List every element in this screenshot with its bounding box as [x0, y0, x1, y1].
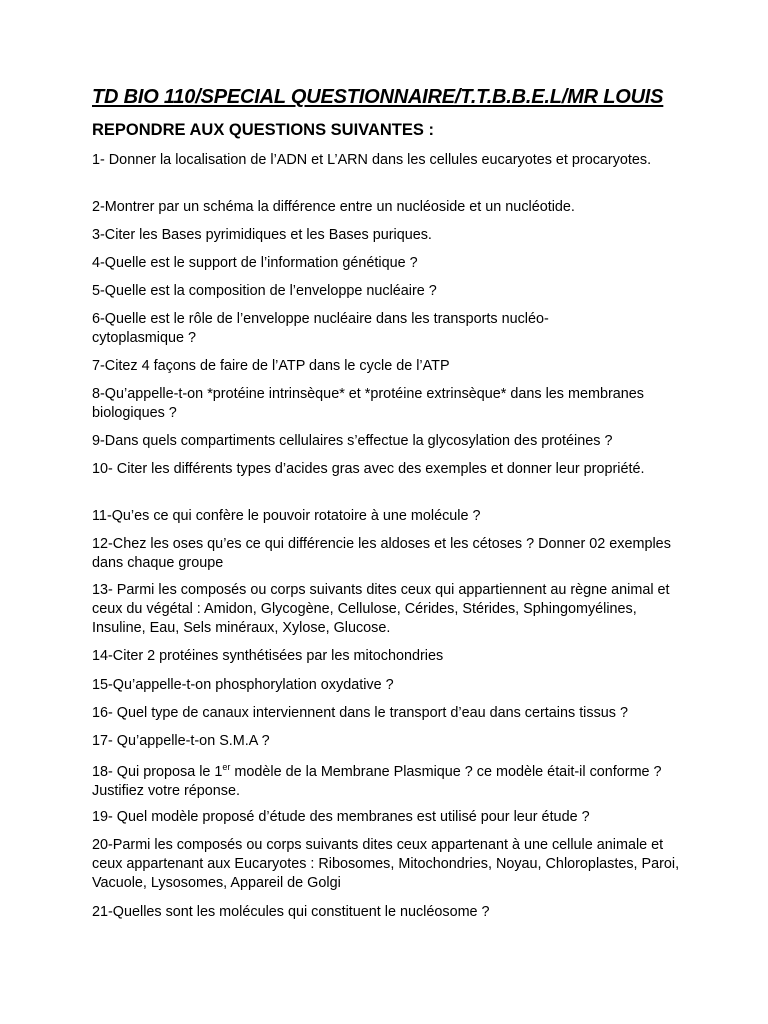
question-5: 5-Quelle est la composition de l’enveloppe nucléaire ? — [92, 283, 437, 299]
question-14: 14-Citer 2 protéines synthétisées par les mitochondries — [92, 648, 444, 664]
instructions-heading: REPONDRE AUX QUESTIONS SUIVANTES : — [92, 121, 434, 139]
question-1: 1- Donner la localisation de l’ADN et L’ARN dans les cellules eucaryotes et procaryotes. — [92, 152, 652, 168]
question-2: 2-Montrer par un schéma la différence entre un nucléoside et un nucléotide. — [92, 199, 575, 215]
document-title: TD BIO 110/SPECIAL QUESTIONNAIRE/T.T.B.B.E.L/MR LOUIS — [92, 86, 664, 108]
question-11: 11-Qu’es ce qui confère le pouvoir rotatoire à une molécule ? — [92, 508, 481, 524]
question-6 — [92, 310, 692, 348]
question-19: 19- Quel modèle proposé d’étude des membranes est utilisé pour leur étude ? — [92, 809, 590, 825]
question-12: 12-Chez les oses qu’es ce qui différencie les aldoses et les cétoses ? Donner 02 exemples dans chaque groupe — [92, 536, 671, 571]
question-3: 3-Citer les Bases pyrimidiques et les Bases puriques. — [92, 227, 432, 243]
ordinal-superscript: er — [222, 762, 231, 772]
question-17: 17- Qu’appelle-t-on S.M.A ? — [92, 733, 270, 749]
question-20: 20-Parmi les composés ou corps suivants dites ceux appartenant à une cellule animale et ceux appartenant aux Eucaryotes : Ribosomes, Mitochondries, Noyau, Chloroplastes, Paroi, Vacuole, Lysosomes, Appareil de Golgi — [92, 837, 680, 891]
question-8: 8-Qu’appelle-t-on *protéine intrinsèque* et *protéine extrinsèque* dans les membranes biologiques ? — [92, 386, 644, 421]
question-13: 13- Parmi les composés ou corps suivants dites ceux qui appartiennent au règne animal et ceux du végétal : Amidon, Glycogène, Cellulose, Cérides, Stérides, Sphingomyélines, Insuline, Eau, Sels minéraux, Xylose, Glucose. — [92, 582, 670, 636]
question-18-text: 18- Qui proposa le 1 — [92, 764, 223, 780]
question-18-rest: modèle de la Membrane Plasmique ? ce modèle était-il conforme ? Justifiez votre réponse. — [92, 764, 662, 799]
question-6-line-2: cytoplasmique ? — [92, 329, 196, 346]
question-7: 7-Citez 4 façons de faire de l’ATP dans le cycle de l’ATP — [92, 358, 450, 374]
question-9: 9-Dans quels compartiments cellulaires s’effectue la glycosylation des protéines ? — [92, 433, 613, 449]
question-16: 16- Quel type de canaux interviennent dans le transport d’eau dans certains tissus ? — [92, 705, 628, 721]
question-4: 4-Quelle est le support de l’information génétique ? — [92, 255, 418, 271]
question-6-line-1: 6-Quelle est le rôle de l’enveloppe nucléaire dans les transports nucléo- — [92, 311, 549, 327]
question-15: 15-Qu’appelle-t-on phosphorylation oxydative ? — [92, 677, 394, 693]
question-21: 21-Quelles sont les molécules qui constituent le nucléosome ? — [92, 904, 490, 920]
question-10: 10- Citer les différents types d’acides gras avec des exemples et donner leur propriété. — [92, 461, 645, 477]
question-18 — [92, 763, 692, 801]
